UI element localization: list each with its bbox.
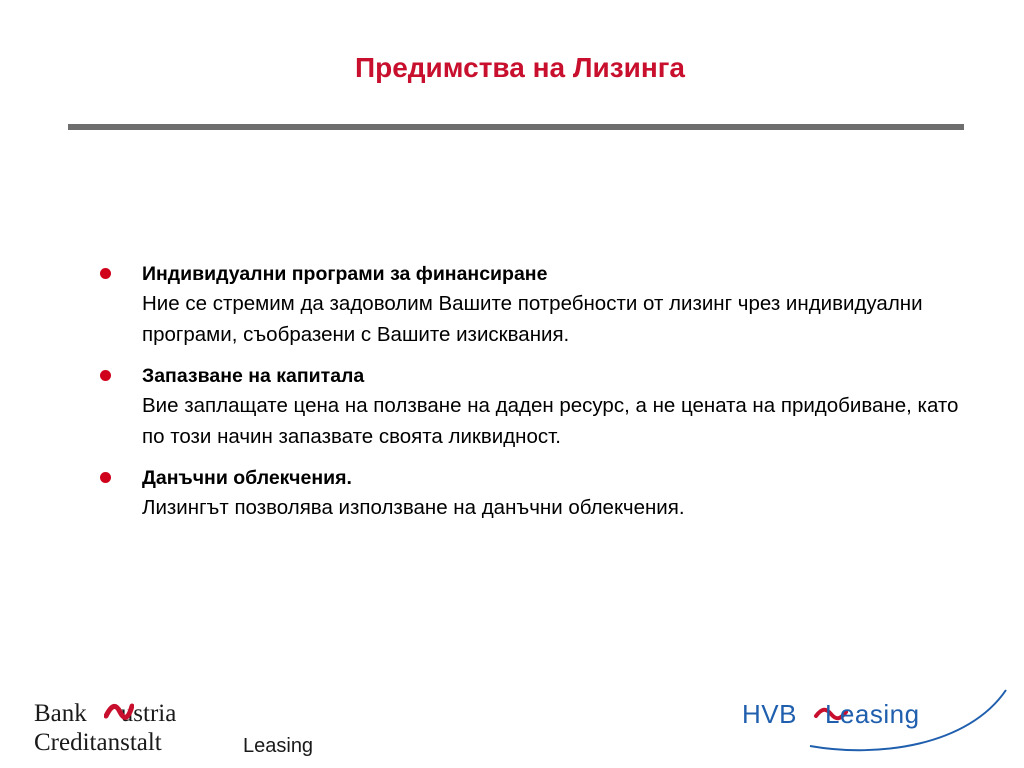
bullet-dot-icon <box>100 268 111 279</box>
bullet-text: Лизингът позволява използване на данъчни облекчения. <box>142 496 685 519</box>
bullet-item <box>100 362 980 452</box>
bullet-heading: Запазване на капитала <box>142 365 365 387</box>
bullet-list <box>100 260 980 535</box>
bullet-heading: Данъчни облекчения. <box>142 467 352 489</box>
bullet-dot-icon <box>100 472 111 483</box>
logo-line-creditanstalt: Creditanstalt <box>34 729 162 756</box>
slide-title: Предимства на Лизинга <box>354 52 685 83</box>
bullet-item <box>100 464 980 523</box>
bullet-text: Ние се стремим да задоволим Вашите потребности от лизинг чрез индивидуални програми, съобразени с Вашите изисквания. <box>142 292 923 346</box>
bullet-heading: Индивидуални програми за финансиране <box>142 263 548 285</box>
bullet-text: Вие заплащате цена на ползване на даден ресурс, а не цената на придобиване, като по този начин запазвате своята ликвидност. <box>142 394 959 448</box>
hvb-leasing-logo <box>738 686 1010 756</box>
title-divider <box>68 124 964 130</box>
bank-austria-creditanstalt-leasing-logo <box>34 700 334 762</box>
hvb-brand-text: HVB Leasing <box>742 699 920 729</box>
bank-austria-swoosh-icon <box>104 702 134 724</box>
logo-line-bank-austria: Bank ustria <box>34 700 177 727</box>
bullet-dot-icon <box>100 370 111 381</box>
logo-leasing-label: Leasing <box>243 735 314 757</box>
bullet-item <box>100 260 980 350</box>
